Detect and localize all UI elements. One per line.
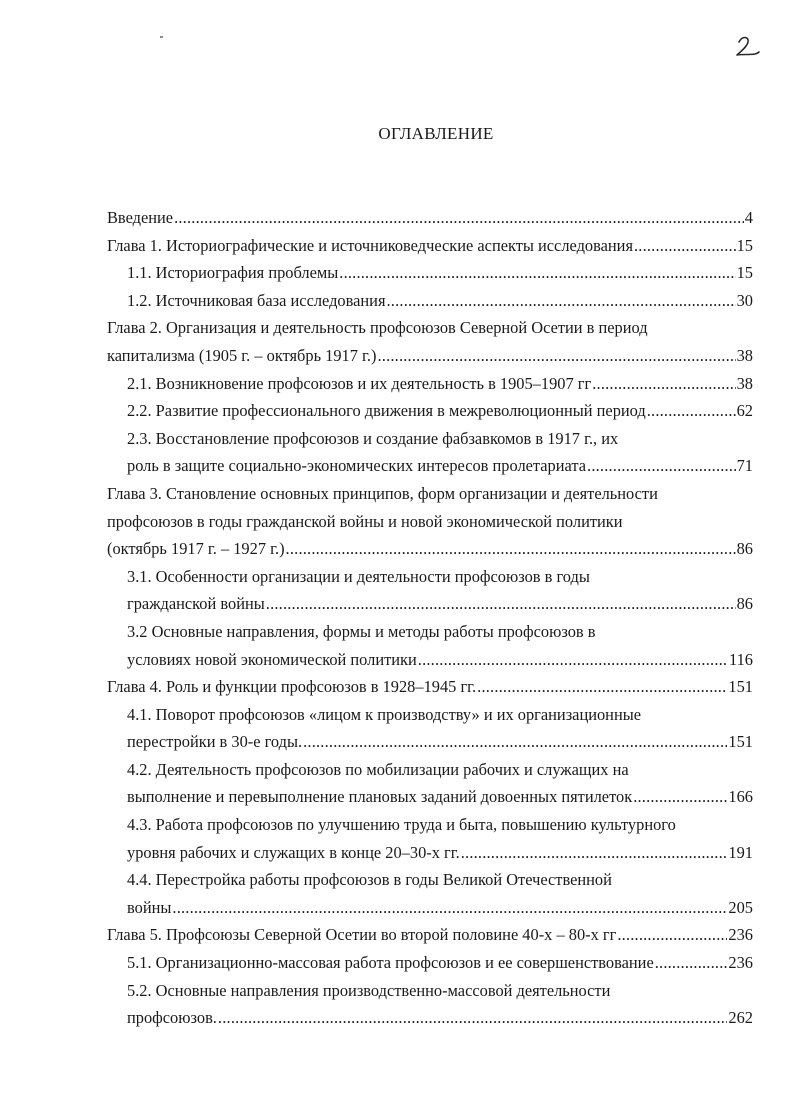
toc-entry <box>107 287 753 315</box>
toc-dot-leader <box>266 590 736 618</box>
toc-entry-text: 2.1. Возникновение профсоюзов и их деятельность в 1905–1907 гг <box>127 373 592 393</box>
toc-entry-page: 236 <box>728 953 753 973</box>
toc-entry-page: 262 <box>728 1008 753 1028</box>
toc-dot-leader <box>418 646 728 674</box>
toc-entry-text: гражданской войны <box>127 594 265 614</box>
toc-dot-leader <box>303 728 727 756</box>
toc-dot-leader <box>286 535 736 563</box>
toc-entry-page: 62 <box>736 401 753 421</box>
toc-entry-text: 4.2. Деятельность профсоюзов по мобилизации рабочих и служащих на <box>127 759 629 779</box>
toc-entry-text: условиях новой экономической политики <box>127 649 417 669</box>
toc-entry-text: Глава 3. Становление основных принципов, форм организации и деятельности <box>107 483 658 503</box>
toc-entry <box>107 232 753 260</box>
toc-entry-page: 4 <box>744 208 753 227</box>
toc-entry-text: 4.4. Перестройка работы профсоюзов в годы Великой Отечественной <box>127 870 612 890</box>
toc-entry-text: роль в защите социально-экономических интересов пролетариата <box>127 456 587 476</box>
toc-entry-text: 3.1. Особенности организации и деятельности профсоюзов в годы <box>127 566 590 586</box>
toc-entry-page: 86 <box>736 594 753 614</box>
table-of-contents <box>107 204 753 1032</box>
toc-entry <box>107 1004 753 1032</box>
toc-entry-page: 30 <box>736 290 753 310</box>
toc-entry <box>107 839 753 867</box>
toc-entry-page: 71 <box>736 456 753 476</box>
toc-dot-leader <box>174 204 744 232</box>
toc-entry-page: 15 <box>736 263 753 283</box>
toc-entry-text: выполнение и перевыполнение плановых заданий довоенных пятилеток <box>127 787 633 807</box>
toc-entry-page: 38 <box>736 345 753 365</box>
toc-entry-text: 1.1. Историография проблемы <box>127 263 339 283</box>
toc-dot-leader <box>592 370 735 398</box>
toc-entry-page: 236 <box>728 925 753 945</box>
toc-entry <box>107 783 753 811</box>
toc-entry <box>107 425 753 453</box>
toc-entry-page: 166 <box>728 787 753 807</box>
toc-entry-text: профсоюзов в годы гражданской войны и новой экономической политики <box>107 511 623 531</box>
toc-entry-text: 1.2. Источниковая база исследования <box>127 290 386 310</box>
toc-entry <box>107 590 753 618</box>
toc-entry-text: Введение <box>107 208 174 227</box>
toc-entry-page: 151 <box>728 677 753 697</box>
toc-entry-text: (октябрь 1917 г. – 1927 г.) <box>107 539 285 559</box>
toc-entry <box>107 811 753 839</box>
toc-entry <box>107 728 753 756</box>
toc-dot-leader <box>387 287 736 315</box>
toc-entry-text: войны <box>127 897 172 917</box>
toc-entry <box>107 563 753 591</box>
toc-entry <box>107 866 753 894</box>
toc-title: ОГЛАВЛЕНИЕ <box>378 124 494 143</box>
toc-entry-page: 205 <box>728 897 753 917</box>
toc-entry-text: 4.3. Работа профсоюзов по улучшению труда и быта, повышению культурного <box>127 815 676 835</box>
toc-entry-page: 15 <box>736 235 753 255</box>
toc-dot-leader <box>634 232 736 260</box>
toc-entry <box>107 894 753 922</box>
toc-entry <box>107 921 753 949</box>
toc-entry-page: 191 <box>728 842 753 862</box>
toc-entry-text: 5.2. Основные направления производственно-массовой деятельности <box>127 980 611 1000</box>
toc-entry-text: уровня рабочих и служащих в конце 20–30-х гг. <box>127 842 460 862</box>
toc-entry-page: 116 <box>729 649 753 669</box>
toc-entry <box>107 673 753 701</box>
toc-entry-page: 38 <box>736 373 753 393</box>
toc-dot-leader <box>339 259 735 287</box>
toc-entry <box>107 342 753 370</box>
toc-entry <box>107 949 753 977</box>
scan-speck <box>160 36 163 38</box>
toc-entry-text: 3.2 Основные направления, формы и методы работы профсоюзов в <box>127 621 596 641</box>
toc-entry-text: 2.3. Восстановление профсоюзов и создание фабзавкомов в 1917 г., их <box>127 428 619 448</box>
handwritten-page-number <box>733 32 763 62</box>
toc-entry-text: 5.1. Организационно-массовая работа профсоюзов и ее совершенствование <box>127 953 654 973</box>
toc-entry <box>107 535 753 563</box>
toc-entry-text: перестройки в 30-е годы. <box>127 732 303 752</box>
toc-entry-text: Глава 5. Профсоюзы Северной Осетии во второй половине 40-х – 80-х гг <box>107 925 617 945</box>
toc-entry-page: 86 <box>736 539 753 559</box>
toc-entry <box>107 977 753 1005</box>
toc-dot-leader <box>655 949 728 977</box>
toc-entry <box>107 370 753 398</box>
toc-dot-leader <box>461 839 728 867</box>
toc-entry-text: капитализма (1905 г. – октябрь 1917 г.) <box>107 345 377 365</box>
toc-entry <box>107 204 753 232</box>
toc-dot-leader <box>172 894 727 922</box>
toc-dot-leader <box>477 673 727 701</box>
toc-entry <box>107 259 753 287</box>
toc-entry <box>107 508 753 536</box>
toc-entry-text: профсоюзов. <box>127 1008 217 1028</box>
toc-entry <box>107 452 753 480</box>
toc-dot-leader <box>218 1004 727 1032</box>
toc-entry-text: Глава 2. Организация и деятельность профсоюзов Северной Осетии в период <box>107 318 648 338</box>
toc-dot-leader <box>377 342 735 370</box>
toc-entry-text: Глава 4. Роль и функции профсоюзов в 1928–1945 гг. <box>107 677 477 697</box>
toc-entry-text: Глава 1. Историографические и источниковедческие аспекты исследования <box>107 235 633 255</box>
toc-entry-text: 4.1. Поворот профсоюзов «лицом к производству» и их организационные <box>127 704 642 724</box>
toc-entry <box>107 701 753 729</box>
toc-dot-leader <box>617 921 727 949</box>
toc-entry <box>107 480 753 508</box>
toc-entry <box>107 618 753 646</box>
toc-entry <box>107 397 753 425</box>
toc-entry <box>107 646 753 674</box>
toc-entry <box>107 314 753 342</box>
toc-entry-text: 2.2. Развитие профессионального движения в межреволюционный период <box>127 401 646 421</box>
toc-dot-leader <box>633 783 727 811</box>
toc-entry-page: 151 <box>728 732 753 752</box>
toc-entry <box>107 756 753 784</box>
toc-dot-leader <box>587 452 736 480</box>
toc-dot-leader <box>647 397 736 425</box>
